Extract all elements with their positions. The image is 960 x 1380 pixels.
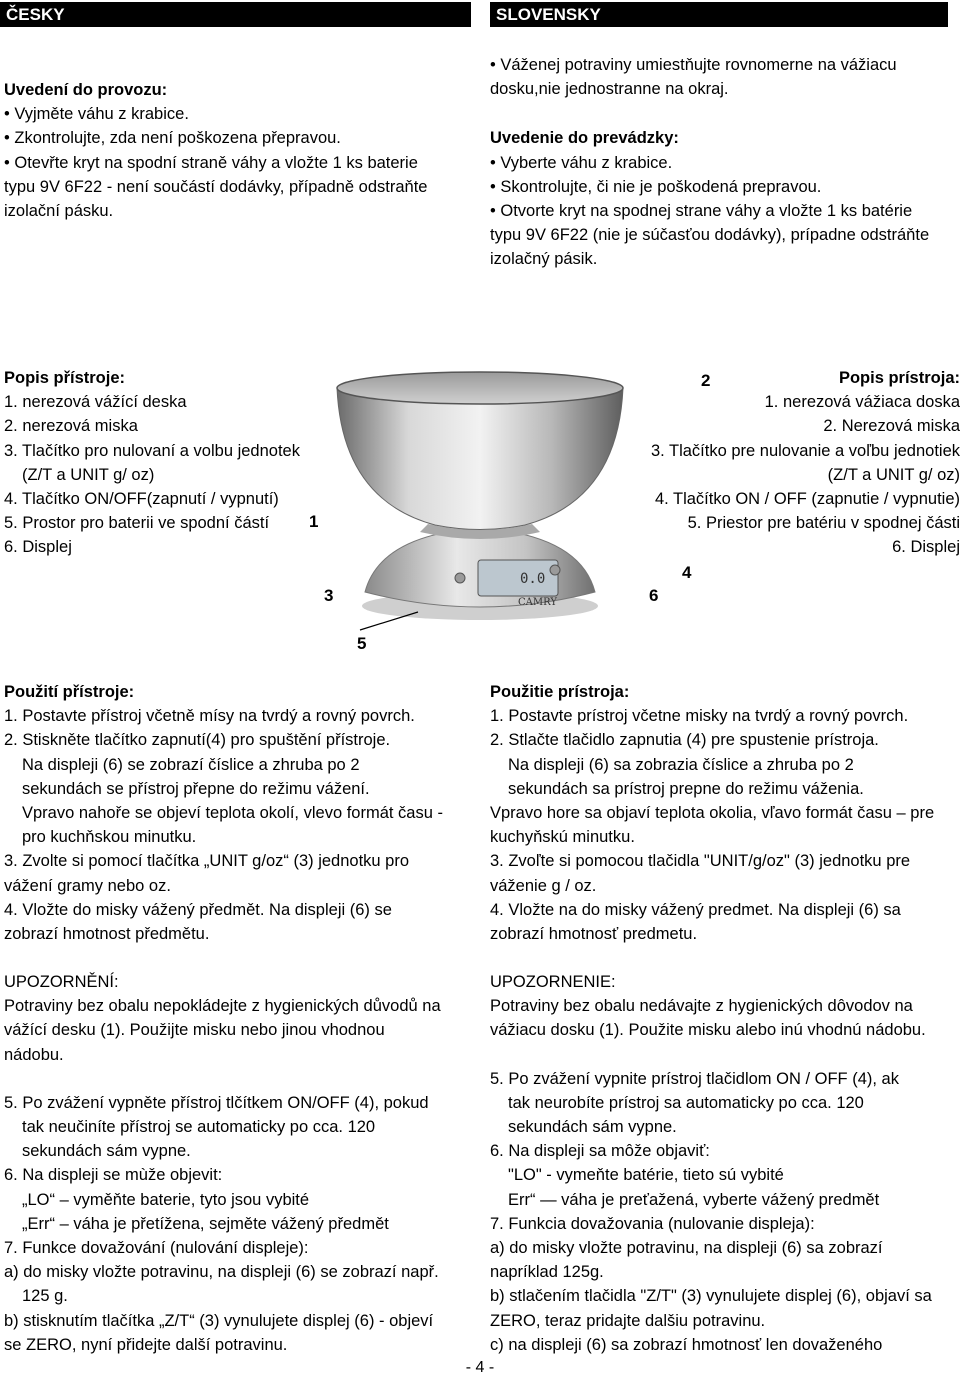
cz-warning-section: [4, 970, 474, 1357]
callout-6: 6: [649, 586, 659, 605]
cz-desc-line: 1. nerezová vážící deska: [4, 393, 187, 412]
cz-usage-line: zobrazí hmotnost předmětu.: [4, 925, 210, 944]
cz-intro-section: [4, 78, 474, 223]
scale-button-right: [550, 565, 560, 575]
sk-warning-title: UPOZORNENIE:: [490, 973, 616, 991]
cz-usage-line: 3. Zvolte si pomocí tlačítka „UNIT g/oz“ (3) jednotku pro: [4, 852, 410, 871]
cz-warning-line: „Err“ – váha je přetížena, sejměte vážený předmět: [22, 1214, 389, 1233]
sk-intro-line: • Skontrolujte, či nie je poškodená prepravou.: [490, 177, 822, 196]
sk-warning-line: "LO" - vymeňte batérie, tieto sú vybité: [508, 1166, 784, 1185]
sk-usage-line: 2. Stlačte tlačidlo zapnutia (4) pre spustenie prístroja.: [490, 731, 879, 750]
cz-warning-line: Potraviny bez obalu nepokládejte z hygienických důvodů na: [4, 997, 441, 1016]
cz-intro-line: izolační pásku.: [4, 202, 114, 221]
sk-warning-section: [490, 970, 955, 1357]
sk-usage-line: Na displeji (6) sa zobrazia číslice a zhruba po 2: [508, 755, 854, 774]
sk-warning-line: Potraviny bez obalu nedávajte z hygienických dôvodov na: [490, 997, 913, 1016]
sk-desc-line: 3. Tlačítko pre nulovanie a voľbu jednotiek: [650, 441, 960, 460]
cz-desc-line: 2. nerezová miska: [4, 417, 138, 436]
cz-warning-line: [4, 1067, 474, 1091]
sk-usage-title: Použitie prístroja:: [490, 683, 630, 701]
sk-warning-line: napríklad 125g.: [490, 1263, 604, 1282]
sk-warning-line: vážiacu dosku (1). Použite misku alebo inú vhodnú nádobu.: [490, 1021, 926, 1040]
scale-brand-label: CAMRY: [518, 597, 557, 608]
callout-4: 4: [682, 563, 692, 582]
kitchen-scale-illustration: [320, 360, 640, 660]
cz-usage-line: Na displeji (6) se zobrazí číslice a zhruba po 2: [22, 755, 360, 774]
cz-warning-line: nádobu.: [4, 1045, 64, 1064]
scale-display: [478, 560, 558, 596]
cz-desc-line: 4. Tlačítko ON/OFF(zapnutí / vypnutí): [4, 490, 279, 509]
sk-warning-line: a) do misky vložte potravinu, na displeji (6) sa zobrazí: [490, 1239, 883, 1258]
cz-intro-line: • Zkontrolujte, zda není poškozena přepravou.: [4, 129, 341, 148]
cz-device-description: [4, 366, 324, 560]
sk-intro-line: • Vyberte váhu z krabice.: [490, 153, 673, 172]
sk-desc-line: 1. nerezová vážiaca doska: [764, 393, 960, 412]
cz-warning-line: 125 g.: [22, 1287, 68, 1306]
cz-intro-line: typu 9V 6F22 - není součástí dodávky, případně odstraňte: [4, 177, 428, 196]
sk-usage-section: [490, 680, 955, 946]
sk-warning-line: 7. Funkcia dovažovania (nulovanie displeja):: [490, 1214, 815, 1233]
cz-usage-line: 4. Vložte do misky vážený předmět. Na displeji (6) se: [4, 900, 392, 919]
sk-usage-line: zobrazí hmotnosť predmetu.: [490, 925, 698, 944]
sk-desc-line: (Z/T a UNIT g/ oz): [827, 465, 960, 484]
cz-desc-line: (Z/T a UNIT g/ oz): [22, 465, 155, 484]
sk-usage-line: sekundách sa prístroj prepne do režimu váženia.: [508, 779, 864, 798]
cz-warning-title: UPOZORNĚNÍ:: [4, 973, 119, 991]
cz-warning-line: a) do misky vložte potravinu, na displeji (6) se zobrazí např.: [4, 1263, 439, 1282]
sk-desc-line: 4. Tlačítko ON / OFF (zapnutie / vypnutie): [654, 490, 960, 509]
sk-intro-line: izolačný pásik.: [490, 250, 598, 269]
sk-warning-line: b) stlačením tlačidla "Z/T" (3) vynulujete displej (6), objaví sa: [490, 1287, 932, 1306]
callout-3: 3: [324, 586, 334, 605]
cz-desc-line: 3. Tlačítko pro nulovaní a volbu jednotek: [4, 441, 300, 460]
cz-desc-line: 5. Prostor pro baterii ve spodní částí: [4, 514, 270, 533]
page-number: - 4 -: [465, 1359, 495, 1376]
sk-usage-line: kuchyňskú minutku.: [490, 828, 635, 847]
cz-warning-line: 7. Funkce dovažování (nulování displeje):: [4, 1239, 309, 1258]
cz-warning-line: 6. Na displeji se mùže objevit:: [4, 1166, 223, 1185]
sk-desc-line: 6. Displej: [892, 538, 960, 557]
cz-intro-title: Uvedení do provozu:: [4, 81, 168, 99]
sk-desc-line: 2. Nerezová miska: [823, 417, 960, 436]
cz-usage-line: 1. Postavte přístroj včetně mísy na tvrdý a rovný povrch.: [4, 707, 415, 726]
cz-usage-section: [4, 680, 474, 946]
cz-usage-line: Vpravo nahoře se objeví teplota okolí, vlevo formát času -: [22, 804, 443, 823]
cz-intro-line: • Otevřte kryt na spodní straně váhy a vložte 1 ks baterie: [4, 153, 418, 172]
callout-5: 5: [357, 634, 367, 653]
cz-warning-line: sekundách sám vypne.: [22, 1142, 191, 1161]
header-slovensky: SLOVENSKY: [490, 2, 948, 27]
sk-intro-preline: • Váženej potraviny umiestňujte rovnomerne na vážiacu: [490, 56, 897, 74]
cz-warning-line: „LO“ – vyměňte baterie, tyto jsou vybité: [22, 1190, 310, 1209]
sk-warning-line: c) na displeji (6) sa zobrazí hmotnosť len dovaženého: [490, 1335, 883, 1354]
cz-desc-title: Popis přístroje:: [4, 369, 126, 387]
scale-display-digits: 0.0: [520, 571, 546, 587]
cz-warning-line: se ZERO, nyní přidejte další potravinu.: [4, 1335, 288, 1354]
cz-intro-line: • Vyjměte váhu z krabice.: [4, 105, 189, 124]
cz-usage-title: Použití přístroje:: [4, 683, 135, 701]
sk-intro-line: • Otvorte kryt na spodnej strane váhy a vložte 1 ks batérie: [490, 202, 913, 221]
sk-usage-line: Vpravo hore sa objaví teplota okolia, vľavo formát času – pre: [490, 804, 935, 823]
cz-usage-line: pro kuchňskou minutku.: [22, 828, 197, 847]
cz-usage-line: sekundách se přístroj přepne do režimu vážení.: [22, 779, 370, 798]
sk-intro-section: [490, 53, 955, 272]
sk-desc-title: Popis prístroja:: [838, 369, 960, 387]
cz-desc-line: 6. Displej: [4, 538, 72, 557]
sk-usage-line: 1. Postavte prístroj včetne misky na tvrdý a rovný povrch.: [490, 707, 909, 726]
sk-intro-preline: dosku,nie jednostranne na okraj.: [490, 80, 729, 99]
callout-2: 2: [701, 371, 711, 390]
sk-warning-line: sekundách sám vypne.: [508, 1118, 677, 1137]
sk-intro-title: Uvedenie do prevádzky:: [490, 129, 679, 148]
cz-warning-line: vážící desku (1). Použijte misku nebo jinou vhodnou: [4, 1021, 385, 1040]
cz-usage-line: vážení gramy nebo oz.: [4, 876, 171, 895]
sk-warning-line: tak neurobíte prístroj sa automaticky po cca. 120: [508, 1093, 864, 1112]
sk-usage-line: 4. Vložte na do misky vážený predmet. Na displeji (6) sa: [490, 900, 901, 919]
sk-usage-line: váženie g / oz.: [490, 876, 597, 895]
cz-warning-line: tak neučiníte přístroj se automaticky po cca. 120: [22, 1118, 376, 1137]
callout-1: 1: [309, 512, 319, 531]
sk-device-description: [620, 366, 960, 560]
cz-warning-line: 5. Po zvážení vypněte přístroj tlčítkem ON/OFF (4), pokud: [4, 1093, 429, 1112]
sk-warning-line: 6. Na displeji sa môže objaviť:: [490, 1142, 710, 1161]
sk-intro-line: typu 9V 6F22 (nie je súčasťou dodávky), prípadne odstráňte: [490, 226, 930, 245]
cz-warning-line: b) stisknutím tlačítka „Z/T“ (3) vynulujete displej (6) - objeví: [4, 1311, 434, 1330]
sk-warning-line: [490, 1043, 955, 1067]
cz-usage-line: 2. Stiskněte tlačítko zapnutí(4) pro spuštění přístroje.: [4, 731, 391, 750]
sk-usage-line: 3. Zvoľte si pomocou tlačidla "UNIT/g/oz" (3) jednotku pre: [490, 852, 911, 871]
sk-desc-line: 5. Priestor pre batériu v spodnej části: [687, 514, 960, 533]
scale-button-left: [455, 573, 465, 583]
sk-warning-line: ZERO, teraz pridajte dalšiu potravinu.: [490, 1311, 766, 1330]
sk-warning-line: 5. Po zvážení vypnite prístroj tlačidlom ON / OFF (4), ak: [490, 1069, 899, 1088]
scale-bowl: [337, 388, 623, 530]
scale-bowl-rim: [337, 372, 623, 404]
header-cesky: ČESKY: [0, 2, 471, 27]
sk-warning-line: Err“ — váha je preťažená, vyberte vážený predmět: [508, 1190, 880, 1209]
